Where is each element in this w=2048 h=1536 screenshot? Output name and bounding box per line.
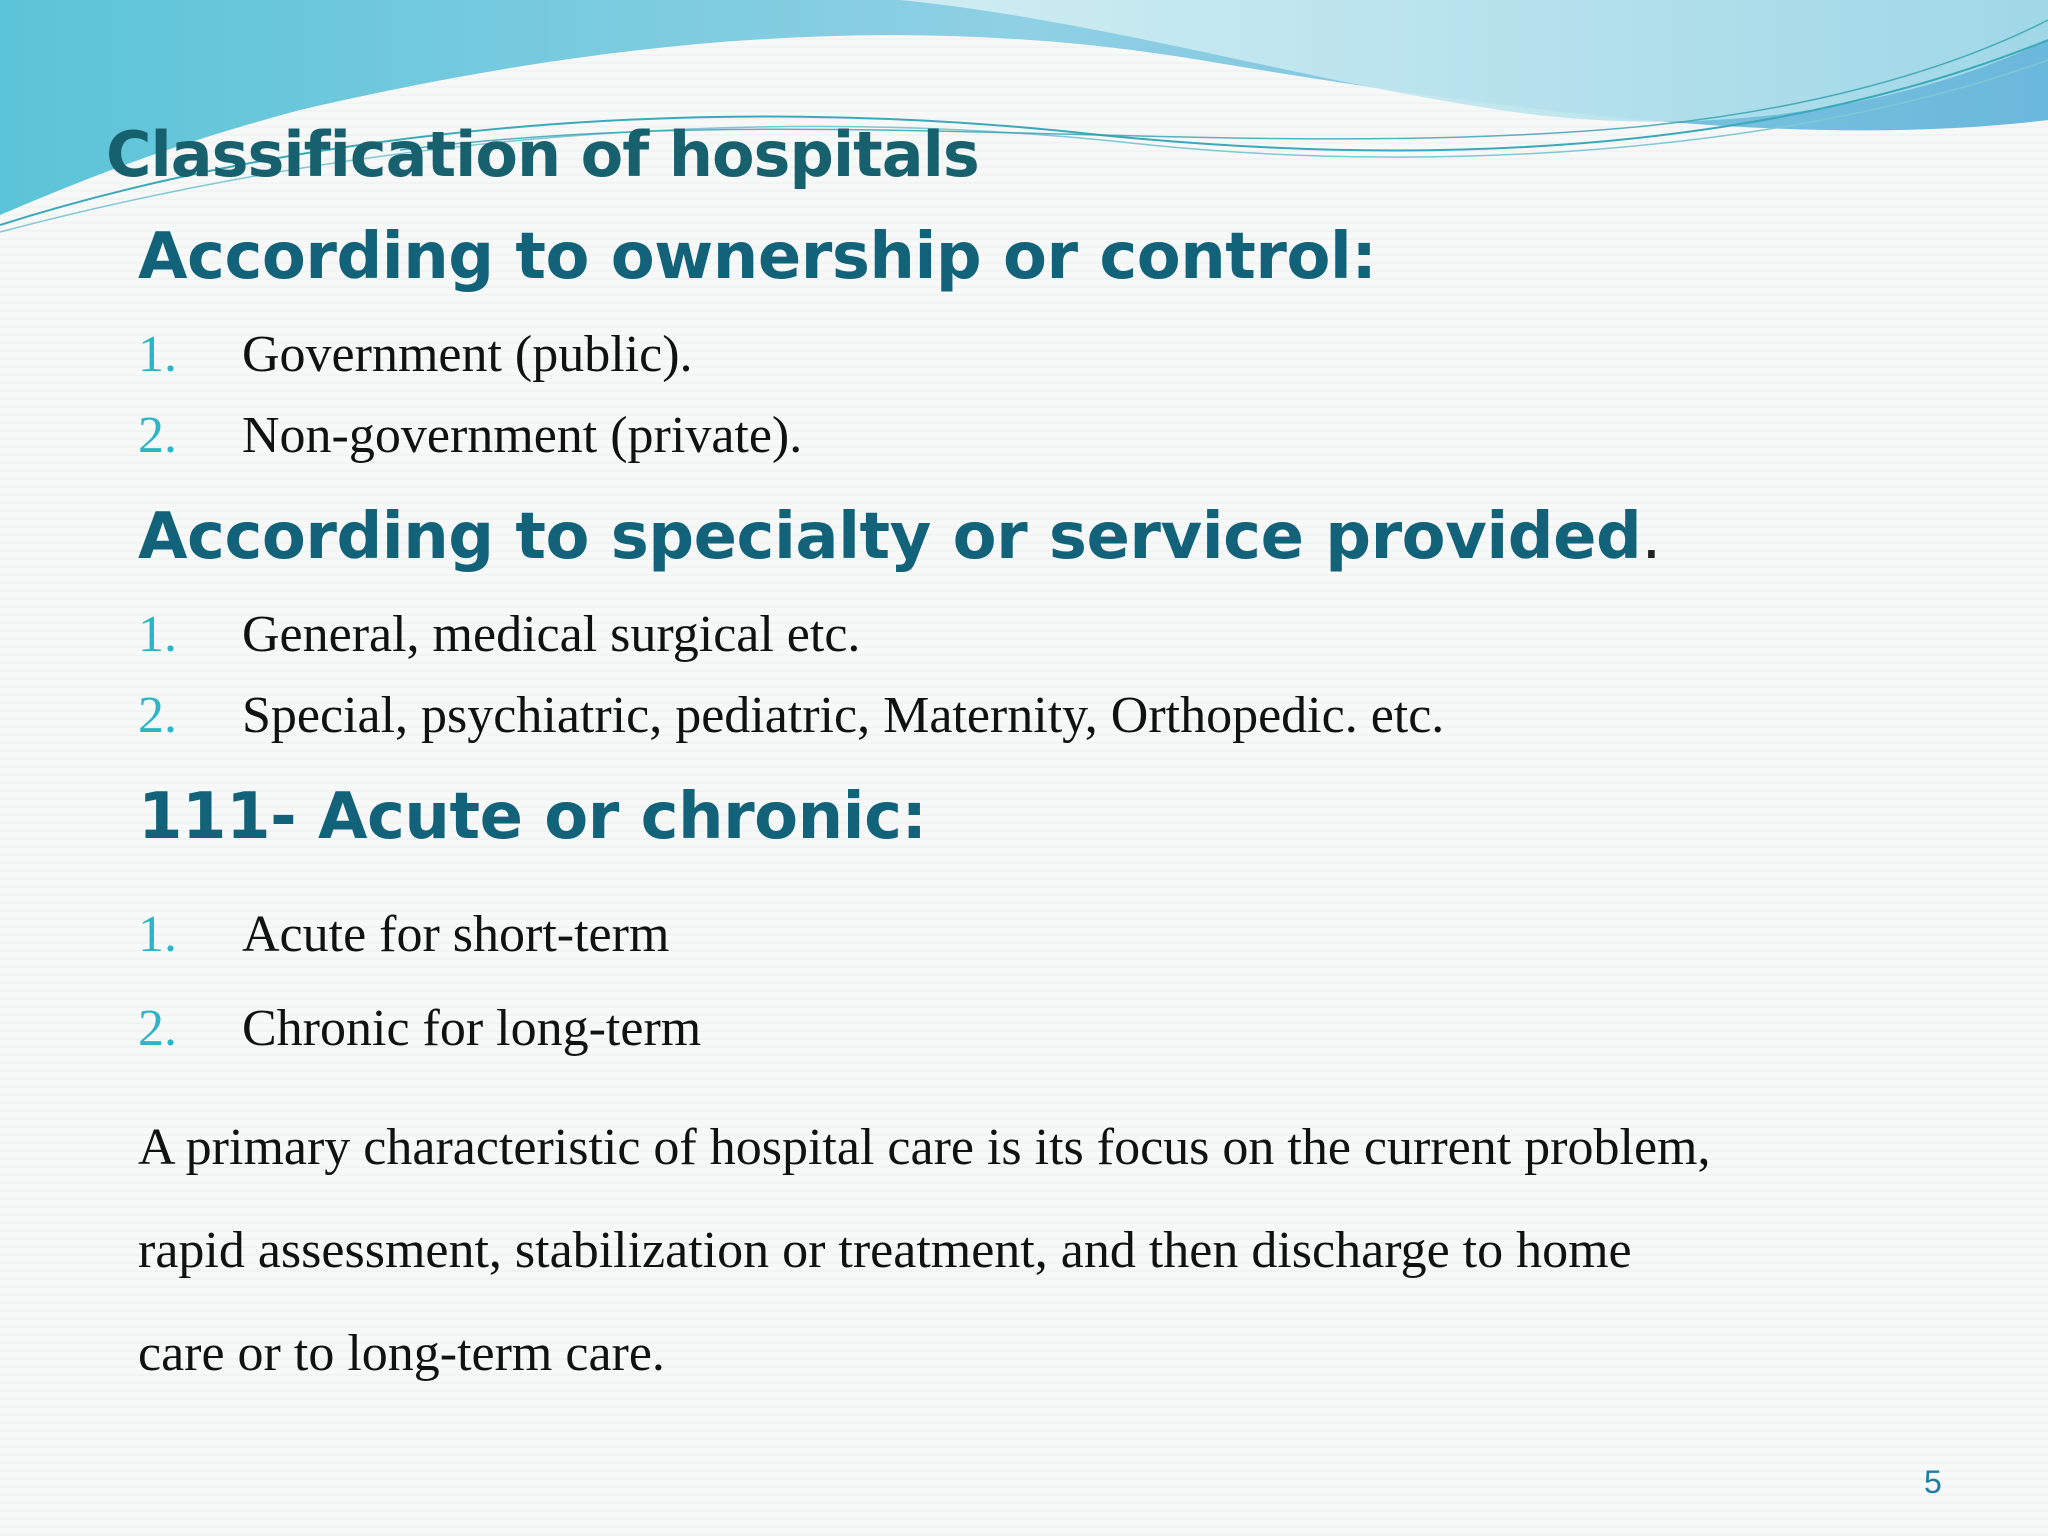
section-heading-acute-chronic: [138, 780, 927, 854]
section-heading-specialty: [138, 500, 1661, 574]
list-item: [138, 999, 701, 1058]
list-item: [138, 325, 693, 384]
list-number: 1.: [138, 606, 177, 663]
list-item: [138, 905, 669, 964]
slide-title: Classification of hospitals: [106, 118, 979, 191]
list-number: 1.: [138, 326, 177, 383]
section-heading-ownership: [138, 220, 1376, 294]
paragraph-line: care or to long-term care.: [138, 1325, 665, 1382]
page-number: 5: [1924, 1464, 1942, 1500]
paragraph-line: A primary characteristic of hospital care is its focus on the current problem,: [138, 1119, 1711, 1176]
list-text: General, medical surgical etc.: [242, 606, 861, 663]
list-text: Special, psychiatric, pediatric, Maternity, Orthopedic. etc.: [242, 687, 1445, 744]
list-item: [138, 686, 1444, 745]
list-text: Government (public).: [242, 326, 693, 383]
list-text: Non-government (private).: [242, 407, 803, 464]
heading-text: According to specialty or service provided: [138, 500, 1642, 574]
heading-suffix: .: [1641, 500, 1662, 574]
paragraph-line: rapid assessment, stabilization or treatment, and then discharge to home: [138, 1222, 1632, 1279]
heading-text: 111- Acute or chronic:: [138, 780, 927, 854]
list-item: [138, 406, 802, 465]
list-number: 2.: [138, 407, 177, 464]
list-item: [138, 605, 860, 664]
list-number: 2.: [138, 1000, 177, 1057]
list-number: 1.: [138, 906, 177, 963]
list-text: Chronic for long-term: [242, 1000, 702, 1057]
heading-text: According to ownership or control:: [138, 220, 1377, 294]
list-text: Acute for short-term: [242, 906, 670, 963]
summary-paragraph: [138, 1096, 1938, 1405]
list-number: 2.: [138, 687, 177, 744]
